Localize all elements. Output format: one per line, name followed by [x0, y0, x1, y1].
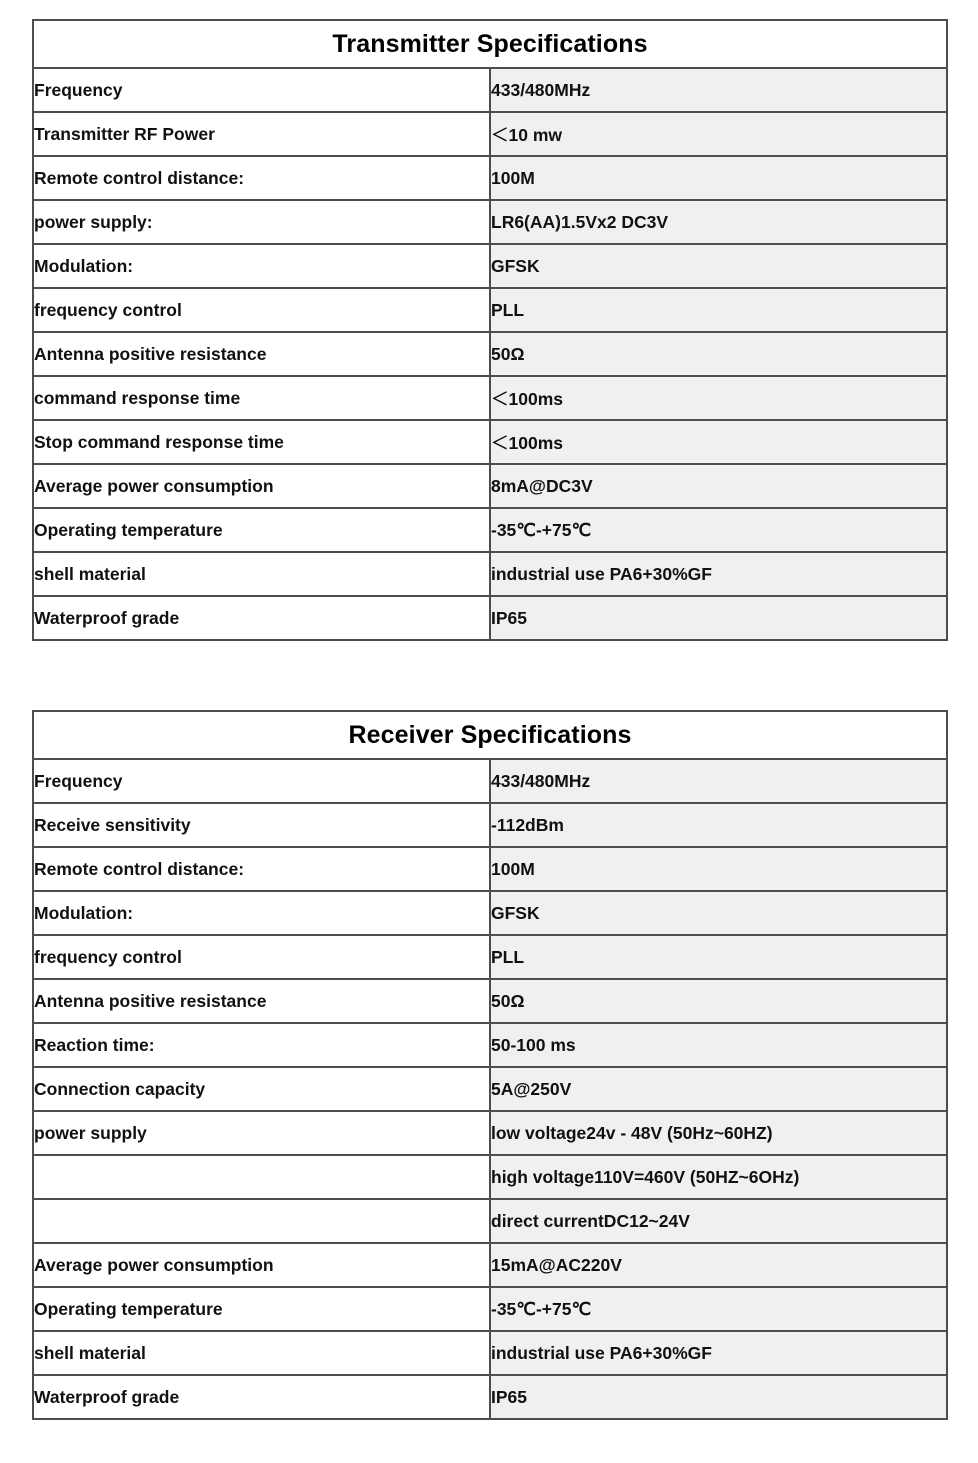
- spec-label-cell: frequency control: [33, 288, 490, 332]
- spec-label-cell: Modulation:: [33, 244, 490, 288]
- spec-value-cell: 100M: [490, 847, 947, 891]
- spec-label-cell: Antenna positive resistance: [33, 332, 490, 376]
- spec-value-cell: 433/480MHz: [490, 68, 947, 112]
- table-row: [33, 1375, 947, 1419]
- transmitter-table-body: [33, 20, 947, 640]
- spec-label-cell: Frequency: [33, 68, 490, 112]
- spec-label-cell: Average power consumption: [33, 1243, 490, 1287]
- table-row: [33, 1111, 947, 1155]
- table-row: [33, 847, 947, 891]
- receiver-table-body: [33, 711, 947, 1419]
- spec-label-cell: Modulation:: [33, 891, 490, 935]
- table-row: [33, 1023, 947, 1067]
- table-row: [33, 803, 947, 847]
- receiver-specifications-table: [32, 710, 948, 1420]
- table-row: [33, 112, 947, 156]
- spec-label-cell: Average power consumption: [33, 464, 490, 508]
- transmitter-table-title: Transmitter Specifications: [33, 20, 947, 68]
- table-row: [33, 935, 947, 979]
- spec-value-cell: ＜100ms: [490, 420, 947, 464]
- table-row: [33, 1199, 947, 1243]
- spec-value-cell: -35℃-+75℃: [490, 1287, 947, 1331]
- table-row: [33, 376, 947, 420]
- table-row: [33, 420, 947, 464]
- receiver-table-title: Receiver Specifications: [33, 711, 947, 759]
- spec-value-cell: industrial use PA6+30%GF: [490, 1331, 947, 1375]
- table-row: [33, 552, 947, 596]
- spec-value-cell: 50-100 ms: [490, 1023, 947, 1067]
- table-row: [33, 508, 947, 552]
- spec-value-cell: high voltage110V=460V (50HZ~6OHz): [490, 1155, 947, 1199]
- spec-label-cell: Antenna positive resistance: [33, 979, 490, 1023]
- spec-label-cell: Frequency: [33, 759, 490, 803]
- table-row: [33, 200, 947, 244]
- spec-label-cell: command response time: [33, 376, 490, 420]
- spec-value-cell: 15mA@AC220V: [490, 1243, 947, 1287]
- table-row: [33, 891, 947, 935]
- table-row: [33, 68, 947, 112]
- spec-label-cell: Waterproof grade: [33, 1375, 490, 1419]
- receiver-title-row: [33, 711, 947, 759]
- spec-value-cell: IP65: [490, 1375, 947, 1419]
- spec-value-cell: direct currentDC12~24V: [490, 1199, 947, 1243]
- table-row: [33, 1155, 947, 1199]
- spec-label-cell: Waterproof grade: [33, 596, 490, 640]
- spec-value-cell: GFSK: [490, 244, 947, 288]
- spec-label-cell: Remote control distance:: [33, 156, 490, 200]
- table-row: [33, 596, 947, 640]
- spec-label-cell: [33, 1199, 490, 1243]
- spec-value-cell: 5A@250V: [490, 1067, 947, 1111]
- spec-label-cell: Remote control distance:: [33, 847, 490, 891]
- spec-label-cell: Reaction time:: [33, 1023, 490, 1067]
- spec-value-cell: 433/480MHz: [490, 759, 947, 803]
- spec-label-cell: power supply:: [33, 200, 490, 244]
- spec-value-cell: industrial use PA6+30%GF: [490, 552, 947, 596]
- spec-value-cell: PLL: [490, 288, 947, 332]
- spec-label-cell: Receive sensitivity: [33, 803, 490, 847]
- spec-value-cell: -112dBm: [490, 803, 947, 847]
- spec-value-cell: PLL: [490, 935, 947, 979]
- transmitter-specifications-table: [32, 19, 948, 641]
- spec-value-cell: 100M: [490, 156, 947, 200]
- spec-label-cell: Transmitter RF Power: [33, 112, 490, 156]
- table-row: [33, 1331, 947, 1375]
- table-row: [33, 244, 947, 288]
- transmitter-title-row: [33, 20, 947, 68]
- spec-value-cell: LR6(AA)1.5Vx2 DC3V: [490, 200, 947, 244]
- spec-label-cell: Stop command response time: [33, 420, 490, 464]
- spec-label-cell: [33, 1155, 490, 1199]
- spec-label-cell: Operating temperature: [33, 508, 490, 552]
- table-row: [33, 464, 947, 508]
- spec-label-cell: Connection capacity: [33, 1067, 490, 1111]
- spec-value-cell: 8mA@DC3V: [490, 464, 947, 508]
- table-row: [33, 332, 947, 376]
- spec-label-cell: shell material: [33, 1331, 490, 1375]
- spec-label-cell: power supply: [33, 1111, 490, 1155]
- table-row: [33, 288, 947, 332]
- table-row: [33, 1067, 947, 1111]
- spec-value-cell: ＜100ms: [490, 376, 947, 420]
- table-row: [33, 1243, 947, 1287]
- table-row: [33, 759, 947, 803]
- spec-value-cell: GFSK: [490, 891, 947, 935]
- spec-value-cell: 50Ω: [490, 332, 947, 376]
- spec-value-cell: 50Ω: [490, 979, 947, 1023]
- table-row: [33, 979, 947, 1023]
- spec-label-cell: frequency control: [33, 935, 490, 979]
- spec-value-cell: -35℃-+75℃: [490, 508, 947, 552]
- spec-label-cell: shell material: [33, 552, 490, 596]
- spec-value-cell: IP65: [490, 596, 947, 640]
- table-row: [33, 156, 947, 200]
- spec-value-cell: low voltage24v - 48V (50Hz~60HZ): [490, 1111, 947, 1155]
- spec-label-cell: Operating temperature: [33, 1287, 490, 1331]
- table-row: [33, 1287, 947, 1331]
- spec-value-cell: ＜10 mw: [490, 112, 947, 156]
